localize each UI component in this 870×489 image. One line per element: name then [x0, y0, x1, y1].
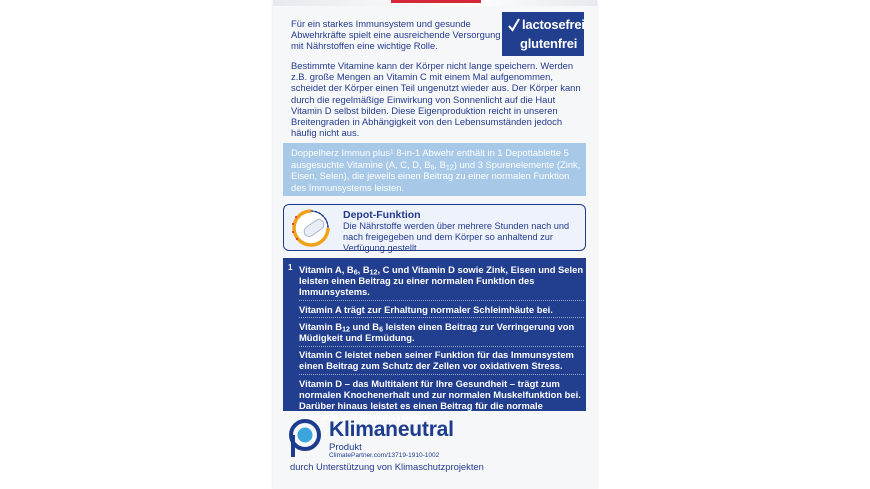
badge-row-lactose [508, 17, 585, 32]
package-top-red-accent [391, 0, 481, 3]
intro-text: Für ein starkes Immunsystem und gesunde Abwehrkräfte spielt eine ausreichende Versorgung mit Nährstoffen eine wichtige Rolle. [291, 18, 501, 52]
depot-function-box [283, 204, 586, 251]
footnote-mark: 1 [288, 263, 293, 272]
vitamin-storage-text: Bestimmte Vitamine kann der Körper nicht lange speichern. Werden z.B. große Mengen an Vitamin C mit einem Mal aufgenommen, scheidet der Körper einen Teil ungenutzt wieder aus. Der Körper kann durch die regelmäßige Einwirkung von Sonnenlicht auf die Haut Vitamin D selbst bilden. Diese Eigenproduktion reicht in unseren Breitengraden in Abhängigkeit von den Lebensumständen jedoch häufig nicht aus. [291, 60, 581, 139]
clock-tablet-icon [287, 207, 337, 247]
badge-row-gluten [520, 36, 577, 51]
list-item: Vitamin D – das Multitalent für Ihre Gesundheit – trägt zum normalen Knochenerhalt und zur normalen Muskelfunktion bei. Darüber hinaus leistet es einen Beitrag für die normale Funktion des Immunsystems. [299, 377, 581, 423]
depot-text: Die Nährstoffe werden über mehrere Stunden nach und nach freigegeben und dem Körper so anhaltend zur Verfügung gestellt. [343, 221, 570, 253]
list-item: Vitamin $B_{12}$ und $B_6$ leisten einen Beitrag zur Verringerung von Müdigkeit und Ermüdung. [299, 321, 584, 347]
list-item: Vitamin A trägt zur Erhaltung normaler Schleimhäute bei. [299, 304, 584, 319]
list-item: Vitamin A, $B_6$, $B_{12}$, C und Vitamin D sowie Zink, Eisen und Selen leisten einen Beitrag zu einer normalen Funktion des Immunsystems. [299, 264, 584, 301]
package-top-strip [273, 0, 597, 6]
health-claims-list [299, 264, 584, 427]
lactose-gluten-free-badge [502, 12, 584, 56]
checkmark-icon [508, 18, 520, 32]
klimaneutral-subtitle: Produkt [329, 442, 362, 453]
klimaneutral-label [289, 416, 589, 476]
badge-glutenfrei: glutenfrei [520, 36, 578, 51]
product-description-text: Doppelherz Immun plus$^1$ 8-in-1 Abwehr enthält in 1 Depottablette 5 ausgesuchte Vitamine (A, C, D, $B_6$, $B_{12}$) und 3 Spurenelemente (Zink, Eisen, Selen), die jeweils einen Beitrag zu einer normalen Funktion des Immunsystems leisten. [291, 147, 581, 193]
klimaneutral-title: Klimaneutral [329, 418, 454, 441]
depot-title: Depot-Funktion [343, 209, 421, 221]
product-description-box [283, 143, 586, 196]
climatepartner-url: ClimatePartner.com/13719-1910-1002 [329, 452, 440, 459]
health-claims-box [283, 258, 586, 423]
klimaneutral-note: durch Unterstützung von Klimaschutzprojekten [290, 461, 484, 472]
list-item: Vitamin C leistet neben seiner Funktion für das Immunsystem einen Beitrag zum Schutz der Zellen vor oxidativem Stress. [299, 349, 584, 375]
badge-lactosefrei: lactosefrei [522, 17, 585, 32]
product-package-back [273, 0, 597, 489]
climate-partner-logo-icon [289, 419, 323, 459]
